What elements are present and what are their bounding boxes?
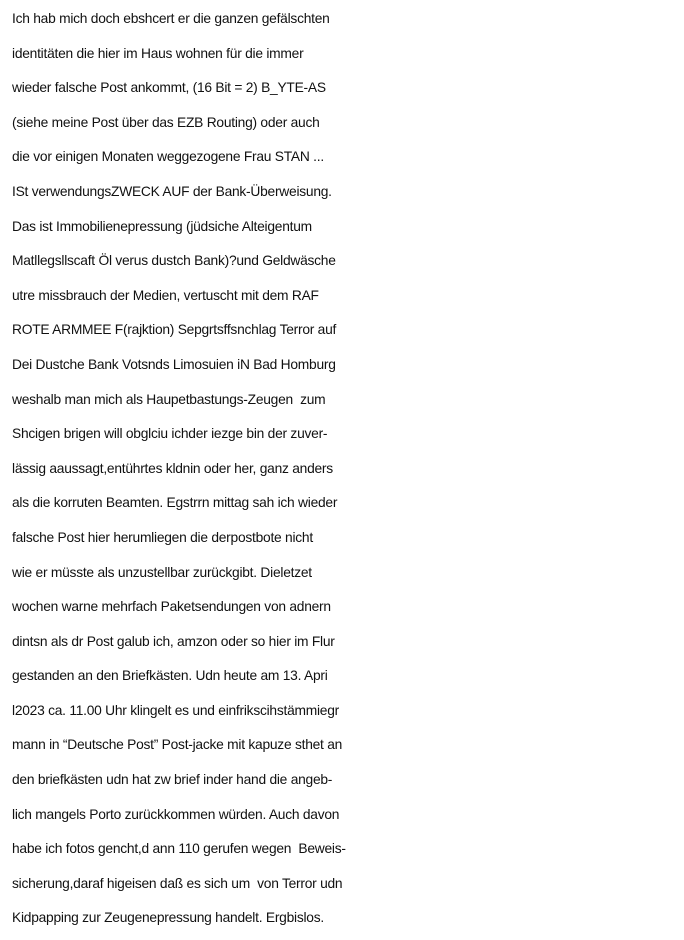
text-line: wie er müsste als unzustellbar zurückgibt. Dieletzet: [12, 564, 312, 580]
text-line: l2023 ca. 11.00 Uhr klingelt es und einfrikscihstämmiegr: [12, 702, 340, 718]
text-line: Kidpapping zur Zeugenepressung handelt. Ergbislos.: [12, 910, 324, 926]
text-line: mann in “Deutsche Post” Post-jacke mit kapuze sthet an: [12, 737, 343, 753]
text-line: wieder falsche Post ankommt, (16 Bit = 2) B_YTE-AS: [12, 80, 326, 96]
text-line: ISt verwendungsZWECK AUF der Bank-Überweisung.: [12, 183, 332, 199]
text-line: gestanden an den Briefkästen. Udn heute am 13. Apri: [12, 668, 328, 684]
text-line: identitäten die hier im Haus wohnen für die immer: [12, 45, 304, 61]
text-line: den briefkästen udn hat zw brief inder hand die angeb-: [12, 772, 333, 788]
text-line: weshalb man mich als Haupetbastungs-Zeugen zum: [12, 391, 326, 407]
text-line: lich mangels Porto zurückkommen würden. Auch davon: [12, 806, 340, 822]
text-line: habe ich fotos gencht,d ann 110 gerufen wegen Beweis-: [12, 841, 346, 857]
text-line: wochen warne mehrfach Paketsendungen von adnern: [12, 599, 331, 615]
text-line: utre missbrauch der Medien, vertuscht mit dem RAF: [12, 287, 319, 303]
text-line: die vor einigen Monaten weggezogene Frau STAN ...: [12, 149, 324, 165]
text-line: ROTE ARMMEE F(rajktion) Sepgrtsffsnchlag Terror auf: [12, 322, 337, 338]
text-line: dintsn als dr Post galub ich, amzon oder so hier im Flur: [12, 633, 335, 649]
text-line: Das ist Immobilienepressung (jüdsiche Alteigentum: [12, 218, 312, 234]
text-line: Ich hab mich doch ebshcert er die ganzen gefälschten: [12, 11, 330, 26]
text-line: Matllegsllscaft Öl verus dustch Bank)?und Geldwäsche: [12, 253, 336, 269]
text-line: Shcigen brigen will obglciu ichder iezge bin der zuver-: [12, 426, 328, 442]
text-line: lässig aaussagt,entührtes kldnin oder her, ganz anders: [12, 460, 333, 476]
text-line: falsche Post hier herumliegen die derpostbote nicht: [12, 529, 313, 545]
text-line: als die korruten Beamten. Egstrrn mittag sah ich wieder: [12, 495, 338, 511]
text-line: (siehe meine Post über das EZB Routing) oder auch: [12, 114, 320, 130]
document-text: [12, 2, 682, 936]
text-line: Dei Dustche Bank Votsnds Limosuien iN Bad Homburg: [12, 356, 336, 372]
text-line: sicherung,daraf higeisen daß es sich um von Terror udn: [12, 875, 343, 891]
